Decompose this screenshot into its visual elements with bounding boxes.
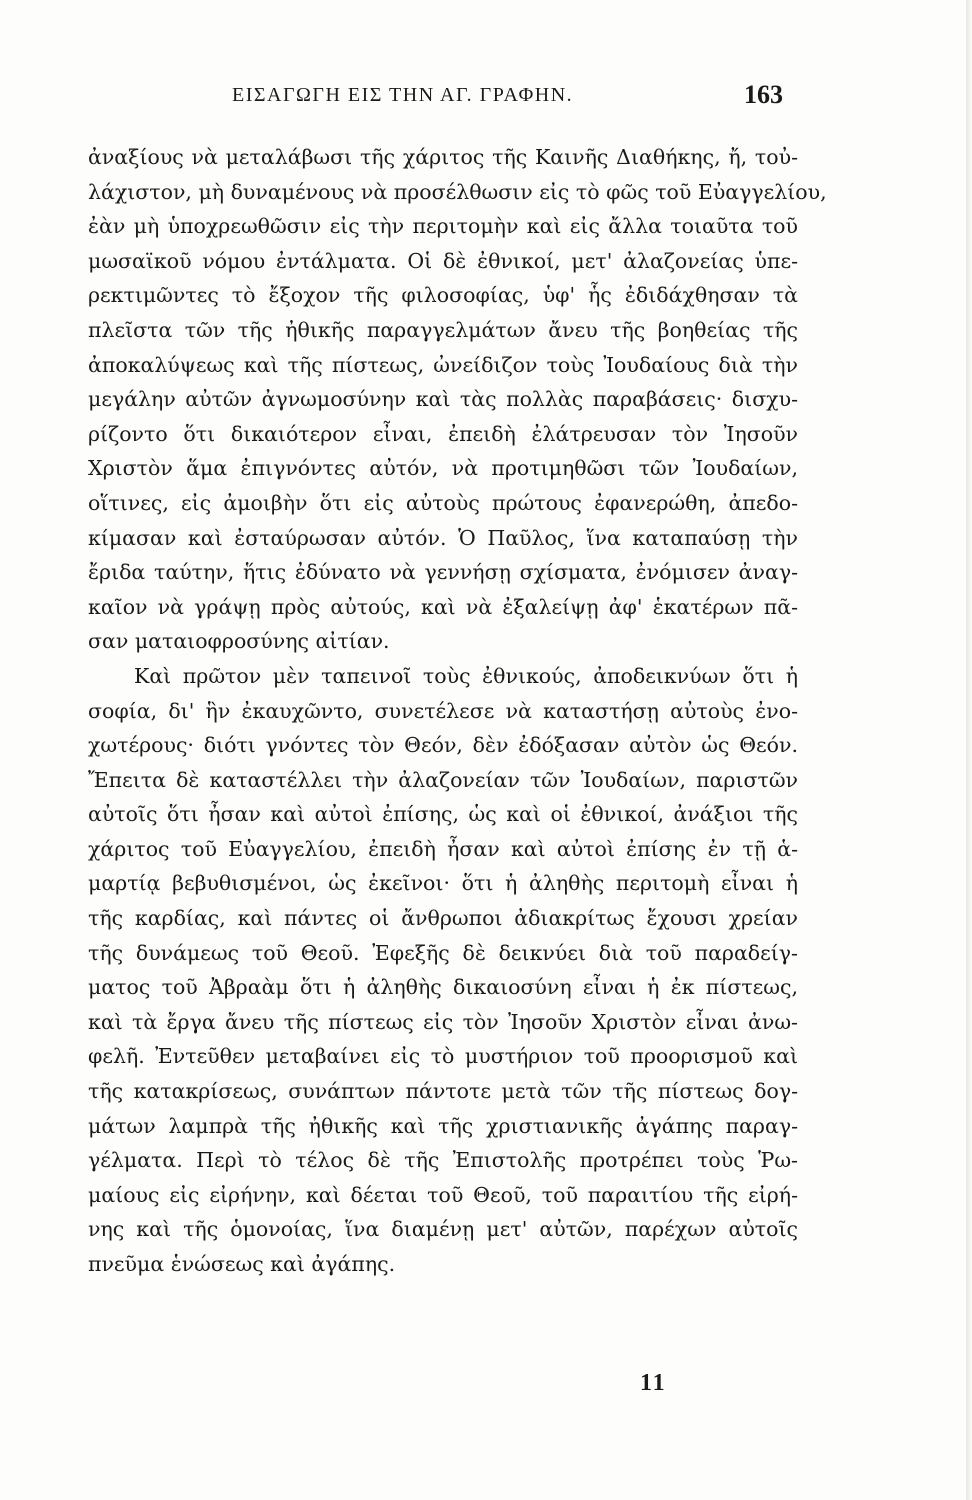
paragraph-1 [88,140,827,659]
text-line: Ἔπειτα δὲ καταστέλλει τὴν ἀλαζονείαν τῶν Ἰουδαίων, παριστῶν [88,767,798,792]
text-line: ἐὰν μὴ ὑποχρεωθῶσιν εἰς τὴν περιτομὴν καὶ εἰς ἄλλα τοιαῦτα τοῦ [88,214,798,239]
text-line: σοφία, δι' ἣν ἐκαυχῶντο, συνετέλεσε νὰ καταστήσῃ αὐτοὺς ἐνο- [88,698,798,723]
body-text [88,140,827,1282]
text-line: μαίους εἰς εἰρήνην, καὶ δέεται τοῦ Θεοῦ, τοῦ παραιτίου τῆς εἰρή- [88,1182,798,1207]
text-line: αὐτοῖς ὅτι ἦσαν καὶ αὐτοὶ ἐπίσης, ὡς καὶ οἱ ἐθνικοί, ἀνάξιοι τῆς [88,802,798,827]
running-header: ΕΙΣΑΓΩΓΗ ΕΙΣ ΤΗΝ ΑΓ. ΓΡΑΦΗΝ. [232,84,574,106]
text-line: μαρτίᾳ βεβυθισμένοι, ὡς ἐκεῖνοι· ὅτι ἡ ἀληθὴς περιτομὴ εἶναι ἡ [88,871,798,896]
text-line: χωτέρους· διότι γνόντες τὸν Θεόν, δὲν ἐδόξασαν αὐτὸν ὡς Θεόν. [88,733,798,758]
text-line: οἵτινες, εἰς ἀμοιβὴν ὅτι εἰς αὐτοὺς πρώτους ἐφανερώθη, ἀπεδο- [88,490,798,515]
text-line: ἔριδα ταύτην, ἥτις ἐδύνατο νὰ γεννήσῃ σχίσματα, ἐνόμισεν ἀναγ- [88,560,798,585]
text-line: λάχιστον, μὴ δυναμένους νὰ προσέλθωσιν εἰς τὸ φῶς τοῦ Εὐαγγελίου, [88,179,827,204]
text-line: καὶ τὰ ἔργα ἄνευ τῆς πίστεως εἰς τὸν Ἰησοῦν Χριστὸν εἶναι ἀνω- [88,1009,798,1034]
text-line: φελῆ. Ἐντεῦθεν μεταβαίνει εἰς τὸ μυστήριον τοῦ προορισμοῦ καὶ [88,1044,798,1069]
signature-mark: 11 [640,1370,667,1396]
text-line: τῆς κατακρίσεως, συνάπτων πάντοτε μετὰ τῶν τῆς πίστεως δογ- [88,1079,798,1104]
scan-edge-shadow [966,0,972,1500]
text-line: μεγάλην αὐτῶν ἀγνωμοσύνην καὶ τὰς πολλὰς παραβάσεις· δισχυ- [88,387,798,412]
text-line: πλεῖστα τῶν τῆς ἠθικῆς παραγγελμάτων ἄνευ τῆς βοηθείας τῆς [88,317,798,342]
text-line: Χριστὸν ἅμα ἐπιγνόντες αὐτόν, νὰ προτιμηθῶσι τῶν Ἰουδαίων, [88,456,798,481]
text-line: τῆς δυνάμεως τοῦ Θεοῦ. Ἐφεξῆς δὲ δεικνύει διὰ τοῦ παραδείγ- [88,940,798,965]
text-line: μωσαϊκοῦ νόμου ἐντάλματα. Οἱ δὲ ἐθνικοί, μετ' ἀλαζονείας ὑπε- [88,248,798,273]
text-line: μάτων λαμπρὰ τῆς ἠθικῆς καὶ τῆς χριστιανικῆς ἀγάπης παραγ- [88,1113,798,1138]
text-line: ἀποκαλύψεως καὶ τῆς πίστεως, ὠνείδιζον τοὺς Ἰουδαίους διὰ τὴν [88,352,798,377]
text-line: ρεκτιμῶντες τὸ ἔξοχον τῆς φιλοσοφίας, ὑφ' ἧς ἐδιδάχθησαν τὰ [88,283,798,308]
text-line: καῖον νὰ γράψῃ πρὸς αὐτούς, καὶ νὰ ἐξαλείψῃ ἀφ' ἑκατέρων πᾶ- [88,594,798,619]
text-line: πνεῦμα ἑνώσεως καὶ ἀγάπης. [88,1252,396,1276]
page-number: 163 [744,80,783,109]
text-line: γέλματα. Περὶ τὸ τέλος δὲ τῆς Ἐπιστολῆς προτρέπει τοὺς Ῥω- [88,1148,798,1173]
text-line: νης καὶ τῆς ὁμονοίας, ἵνα διαμένῃ μετ' αὐτῶν, παρέχων αὐτοῖς [88,1217,798,1242]
text-line: κίμασαν καὶ ἐσταύρωσαν αὐτόν. Ὁ Παῦλος, ἵνα καταπαύσῃ τὴν [88,525,798,550]
text-line: Καὶ πρῶτον μὲν ταπεινοῖ τοὺς ἐθνικούς, ἀποδεικνύων ὅτι ἡ [134,663,798,688]
text-line: ματος τοῦ Ἀβραὰμ ὅτι ἡ ἀληθὴς δικαιοσύνη εἶναι ἡ ἐκ πίστεως, [88,975,798,1000]
text-line: σαν ματαιοφροσύνης αἰτίαν. [88,629,390,654]
text-line: ἀναξίους νὰ μεταλάβωσι τῆς χάριτος τῆς Καινῆς Διαθήκης, ἤ, τοὐ- [88,145,798,169]
text-line: ρίζοντο ὅτι δικαιότερον εἶναι, ἐπειδὴ ἐλάτρευσαν τὸν Ἰησοῦν [88,421,798,446]
text-line: χάριτος τοῦ Εὐαγγελίου, ἐπειδὴ ἦσαν καὶ αὐτοὶ ἐπίσης ἐν τῇ ἁ- [88,836,798,861]
text-line: τῆς καρδίας, καὶ πάντες οἱ ἄνθρωποι ἀδιακρίτως ἔχουσι χρείαν [88,906,798,931]
paragraph-2 [88,659,798,1282]
